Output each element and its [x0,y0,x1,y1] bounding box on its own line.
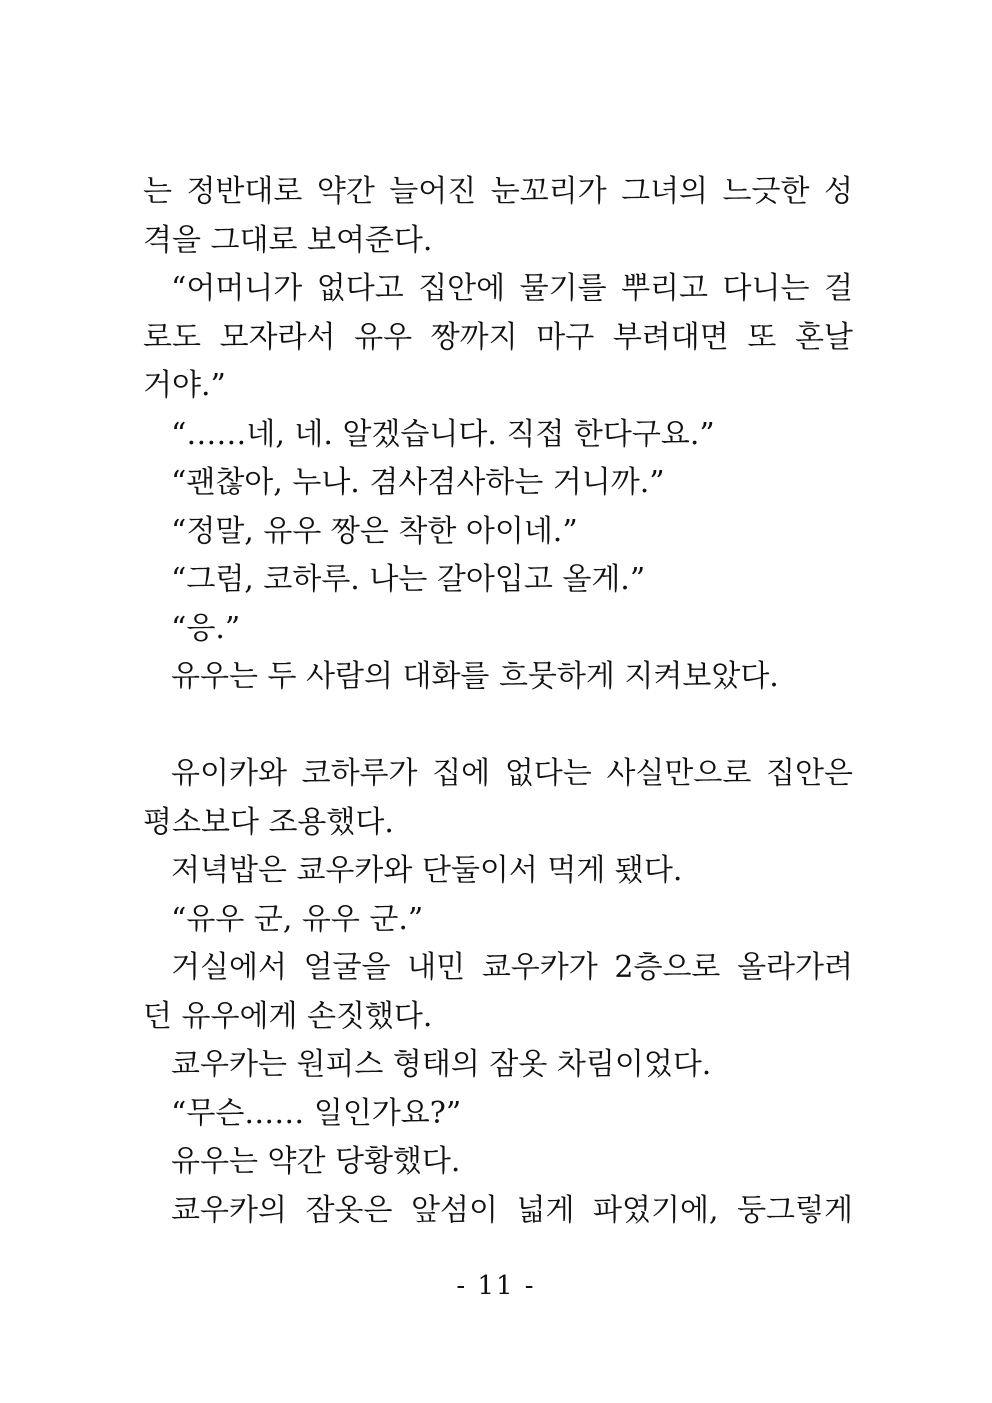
word: 짱까지 [430,319,518,355]
text-line: 저녁밥은 쿄우카와 단둘이서 먹게 됐다. [171,853,683,888]
text-line: 던 유우에게 손짓했다. [143,998,433,1034]
text-line: “……네, 네. 알겠습니다. 직접 한다구요.” [171,416,715,452]
word: 혼날 [794,319,853,355]
page-number: - 11 - [456,1271,536,1301]
word: 잠옷은 [305,1192,393,1228]
text-line: 유우는 두 사람의 대화를 흐뭇하게 지켜보았다. [171,659,779,694]
text-line [143,168,853,217]
word: 는 [143,174,172,209]
word: 모자라서 [219,319,336,355]
word: 눈꼬리가 [490,174,607,209]
word: 성 [823,174,853,209]
word: 코하루가 [301,756,418,791]
word: 그녀의 [621,174,709,209]
word: 없다고 [316,271,404,306]
word: 다니는 [722,271,810,306]
word: 부려대면 [612,319,729,355]
word: 정반대로 [186,174,303,209]
text-line: 유우는 약간 당황했다. [171,1144,461,1179]
text-line [143,1187,853,1236]
word: 내민 [407,950,466,985]
paragraph-gap [143,702,853,751]
word: 집안에 [418,271,506,306]
text-line: “무슨…… 일인가요?” [171,1095,462,1131]
body-text [143,168,853,1235]
word: 물기를 [519,271,607,306]
word: 쿄우카의 [171,1192,287,1228]
word: 쿄우카가 [481,950,598,985]
text-line: “정말, 유우 짱은 착한 아이네.” [171,513,578,549]
word: 약간 [316,174,375,209]
word: 얼굴을 [303,950,391,985]
word: 집에 [432,756,491,791]
word: “어머니가 [171,271,303,306]
text-line [143,750,853,799]
word: 로도 [143,319,201,355]
word: 거실에서 [171,950,287,985]
word: 유우 [354,319,413,355]
word: 또 [747,319,777,355]
word: 파였기에, [593,1192,719,1228]
text-line [143,265,853,314]
text-line: 격을 그대로 보여준다. [143,222,433,258]
word: 걸 [823,271,853,306]
word: 2층으로 [614,950,721,985]
word: 늘어진 [389,174,477,209]
text-line: 거야.” [143,368,226,403]
text-line: 평소보다 조용했다. [143,804,394,840]
text-line: “유우 군, 유우 군.” [171,901,424,937]
word: 넓게 [516,1192,575,1228]
text-line: “괜찮아, 누나. 겸사겸사하는 거니까.” [171,465,665,500]
text-line: “응.” [171,610,241,646]
word: 마구 [536,319,595,355]
text-line [143,314,853,363]
word: 유이카와 [171,756,287,791]
word: 올라가려 [737,950,853,985]
text-line: “그럼, 코하루. 나는 갈아입고 올게.” [171,562,646,597]
word: 둥그렇게 [737,1192,853,1228]
text-line [143,944,853,993]
word: 앞섬이 [411,1192,498,1228]
word: 없다는 [504,756,592,791]
word: 집안은 [766,756,853,791]
word: 사실만으로 [606,756,752,791]
word: 뿌리고 [621,271,709,306]
text-line: 쿄우카는 원피스 형태의 잠옷 차림이었다. [171,1047,712,1082]
word: 느긋한 [722,174,810,209]
